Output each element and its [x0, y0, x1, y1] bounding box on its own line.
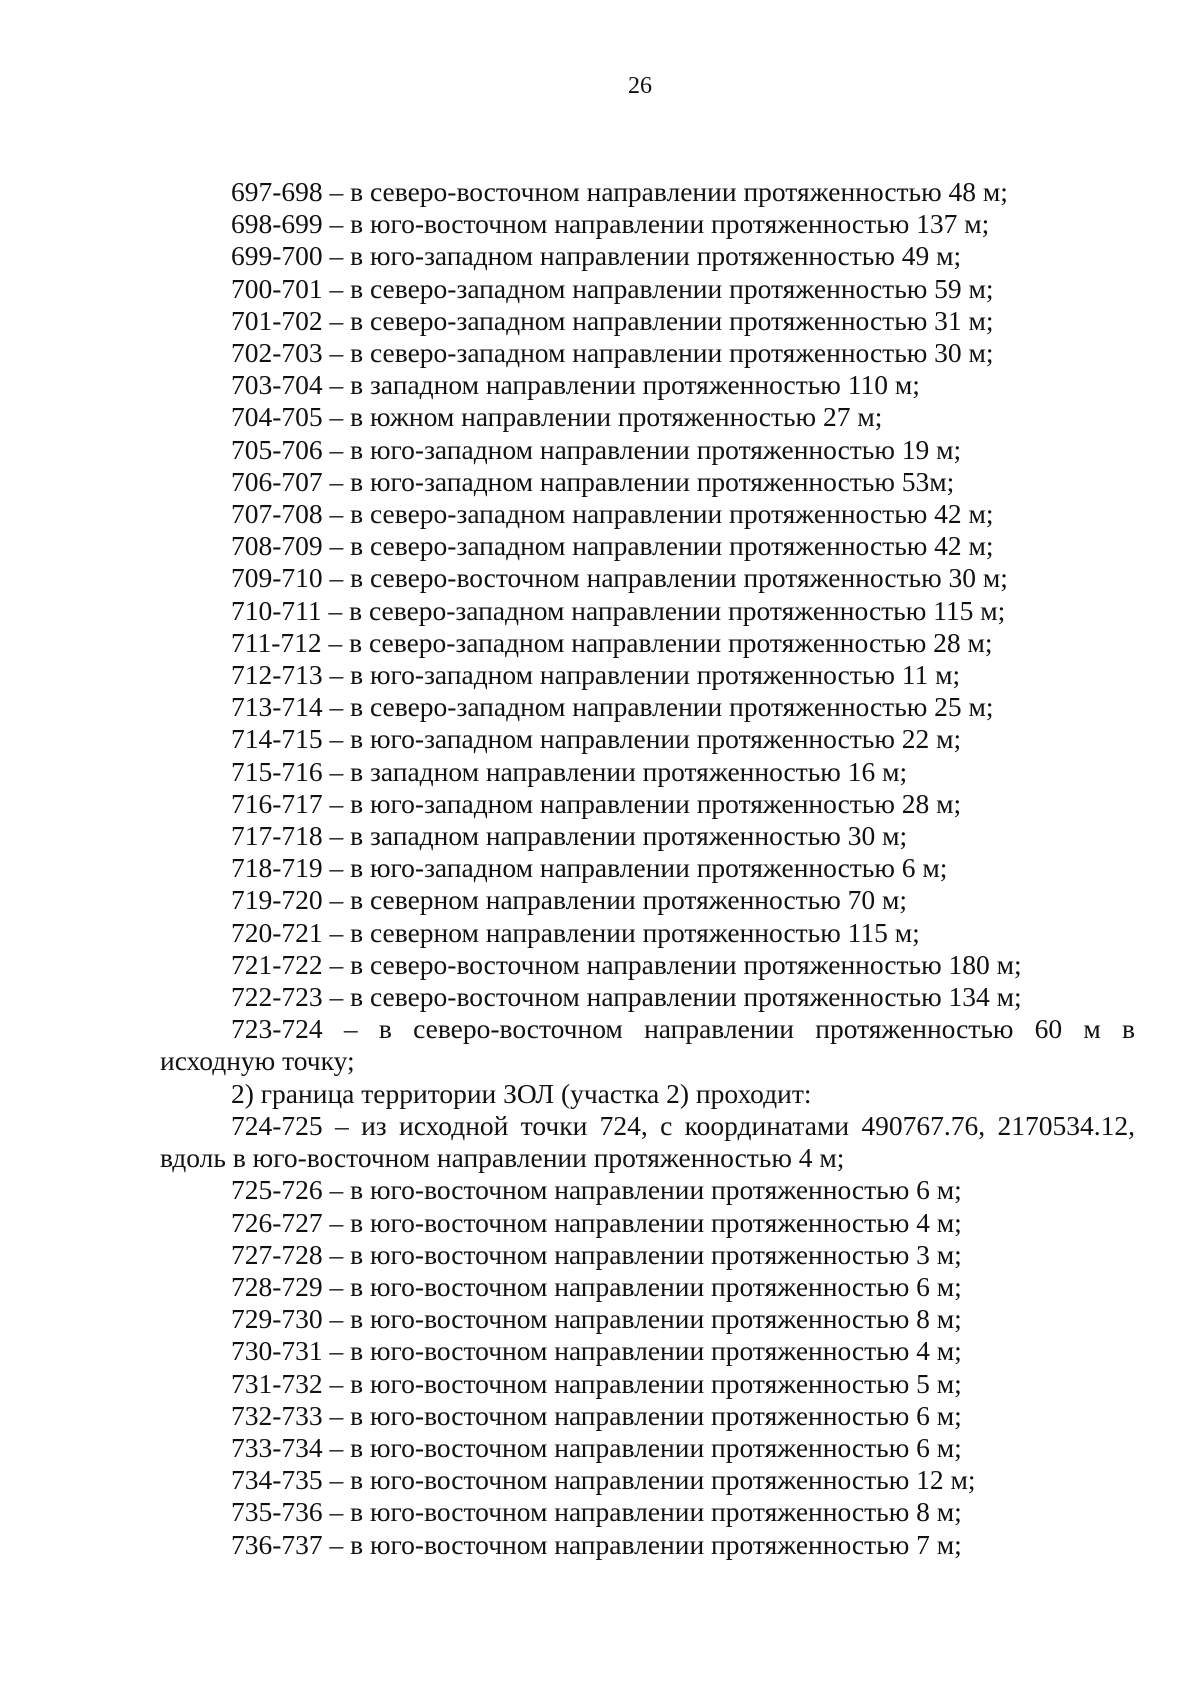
text-line: 728-729 – в юго-восточном направлении протяженностью 6 м;	[231, 1270, 962, 1302]
text-line: 711-712 – в северо-западном направлении протяженностью 28 м;	[231, 626, 993, 658]
text-line: 697-698 – в северо-восточном направлении протяженностью 48 м;	[231, 176, 1008, 207]
text-line: 712-713 – в юго-западном направлении протяженностью 11 м;	[231, 659, 961, 691]
text-line: 730-731 – в юго-восточном направлении протяженностью 4 м;	[231, 1335, 962, 1367]
text-line: 698-699 – в юго-восточном направлении протяженностью 137 м;	[231, 208, 990, 240]
text-line: 733-734 – в юго-восточном направлении протяженностью 6 м;	[231, 1431, 962, 1463]
text-line: 720-721 – в северном направлении протяженностью 115 м;	[231, 916, 920, 948]
text-line: 724-725 – из исходной точки 724, с координатами 490767.76, 2170534.12,	[231, 1109, 1135, 1141]
text-line: 714-715 – в юго-западном направлении протяженностью 22 м;	[231, 723, 962, 755]
text-line: 731-732 – в юго-восточном направлении протяженностью 5 м;	[231, 1367, 962, 1399]
text-line: 705-706 – в юго-западном направлении протяженностью 19 м;	[231, 433, 962, 465]
text-line: 702-703 – в северо-западном направлении протяженностью 30 м;	[231, 337, 994, 369]
page-number: 26	[628, 73, 652, 99]
text-line: 718-719 – в юго-западном направлении протяженностью 6 м;	[231, 852, 948, 884]
text-line: 719-720 – в северном направлении протяженностью 70 м;	[231, 884, 908, 916]
text-line: 703-704 – в западном направлении протяженностью 110 м;	[231, 369, 920, 401]
text-line: 732-733 – в юго-восточном направлении протяженностью 6 м;	[231, 1399, 962, 1431]
text-line: 710-711 – в северо-западном направлении протяженностью 115 м;	[231, 594, 1006, 626]
text-line: 701-702 – в северо-западном направлении протяженностью 31 м;	[231, 304, 994, 336]
text-line: исходную точку;	[160, 1045, 355, 1077]
text-line: 727-728 – в юго-восточном направлении протяженностью 3 м;	[231, 1238, 962, 1270]
text-line: 704-705 – в южном направлении протяженностью 27 м;	[231, 401, 883, 433]
text-line: 715-716 – в западном направлении протяженностью 16 м;	[231, 755, 908, 787]
text-line: 706-707 – в юго-западном направлении протяженностью 53м;	[231, 465, 955, 497]
text-line: 726-727 – в юго-восточном направлении протяженностью 4 м;	[231, 1206, 962, 1238]
text-line: 717-718 – в западном направлении протяженностью 30 м;	[231, 820, 908, 852]
text-line: 2) граница территории ЗОЛ (участка 2) проходит:	[231, 1077, 812, 1109]
text-line: 716-717 – в юго-западном направлении протяженностью 28 м;	[231, 787, 962, 819]
text-line: 736-737 – в юго-восточном направлении протяженностью 7 м;	[231, 1528, 962, 1560]
text-line: 708-709 – в северо-западном направлении протяженностью 42 м;	[231, 530, 994, 562]
text-line: вдоль в юго-восточном направлении протяженностью 4 м;	[160, 1142, 845, 1174]
text-line: 729-730 – в юго-восточном направлении протяженностью 8 м;	[231, 1303, 962, 1335]
text-line: 723-724 – в северо-восточном направлении протяженностью 60 м в	[231, 1013, 1135, 1045]
text-line: 722-723 – в северо-восточном направлении протяженностью 134 м;	[231, 981, 1022, 1013]
text-line: 734-735 – в юго-восточном направлении протяженностью 12 м;	[231, 1464, 976, 1496]
text-line: 713-714 – в северо-западном направлении протяженностью 25 м;	[231, 691, 994, 723]
text-line: 699-700 – в юго-западном направлении протяженностью 49 м;	[231, 240, 962, 272]
text-line: 707-708 – в северо-западном направлении протяженностью 42 м;	[231, 498, 994, 530]
text-line: 735-736 – в юго-восточном направлении протяженностью 8 м;	[231, 1496, 962, 1528]
text-line: 725-726 – в юго-восточном направлении протяженностью 6 м;	[231, 1174, 962, 1206]
document-body	[160, 176, 1135, 1561]
text-line: 700-701 – в северо-западном направлении протяженностью 59 м;	[231, 272, 994, 304]
text-line: 721-722 – в северо-восточном направлении протяженностью 180 м;	[231, 948, 1022, 980]
text-line: 709-710 – в северо-восточном направлении протяженностью 30 м;	[231, 562, 1008, 594]
